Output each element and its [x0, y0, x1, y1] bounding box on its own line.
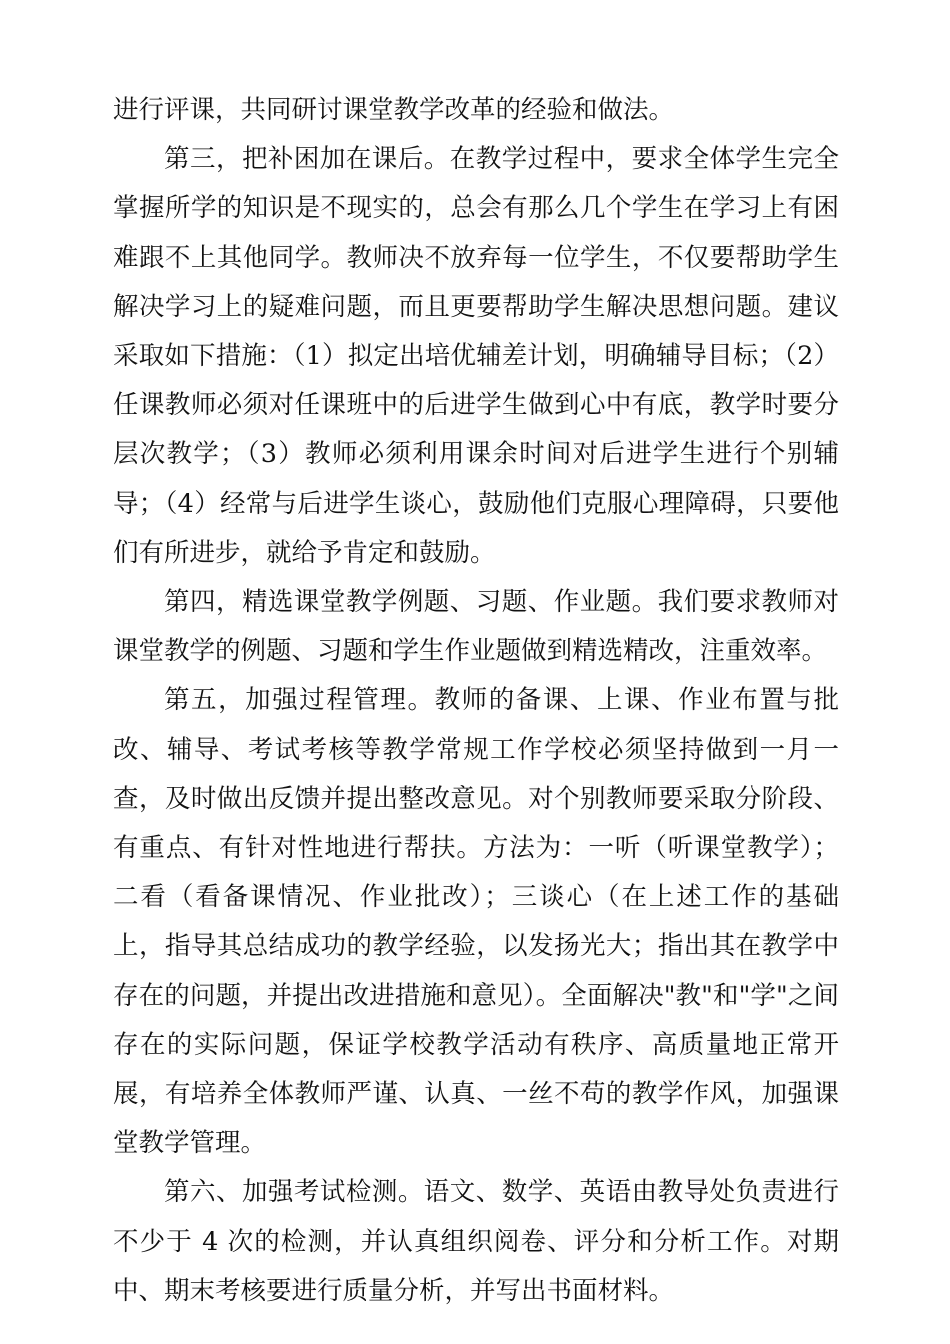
paragraph-fourth-measure: 第四，精选课堂教学例题、习题、作业题。我们要求教师对课堂教学的例题、习题和学生作业题做到精选精改，注重效率。 [113, 587, 839, 667]
paragraph-sixth-measure: 第六、加强考试检测。语文、数学、英语由教导处负责进行不少于 4 次的检测，并认真组织阅卷、评分和分析工作。对期中、期末考核要进行质量分析，并写出书面材料。 [113, 1177, 839, 1306]
paragraph-fifth-measure: 第五，加强过程管理。教师的备课、上课、作业布置与批改、辅导、考试考核等教学常规工作学校必须坚持做到一月一查，及时做出反馈并提出整改意见。对个别教师要采取分阶段、有重点、有针对性地进行帮扶。方法为：一听（听课堂教学）；二看（看备课情况、作业批改）；三谈心（在上述工作的基础上，指导其总结成功的教学经验，以发扬光大；指出其在教学中存在的问题，并提出改进措施和意见）。全面解决"教"和"学"之间存在的实际问题，保证学校教学活动有秩序、高质量地正常开展，有培养全体教师严谨、认真、一丝不苟的教学作风，加强课堂教学管理。 [113, 685, 839, 1159]
paragraph-third-measure: 第三，把补困加在课后。在教学过程中，要求全体学生完全掌握所学的知识是不现实的，总会有那么几个学生在学习上有困难跟不上其他同学。教师决不放弃每一位学生，不仅要帮助学生解决学习上的疑难问题，而且更要帮助学生解决思想问题。建议采取如下措施：（1）拟定出培优辅差计划，明确辅导目标；（2）任课教师必须对任课班中的后进学生做到心中有底，教学时要分层次教学；（3）教师必须利用课余时间对后进学生进行个别辅导；（4）经常与后进学生谈心，鼓励他们克服心理障碍，只要他们有所进步，就给予肯定和鼓励。 [113, 144, 839, 568]
document-body [113, 86, 839, 1316]
paragraph-continuation: 进行评课，共同研讨课堂教学改革的经验和做法。 [113, 95, 675, 125]
